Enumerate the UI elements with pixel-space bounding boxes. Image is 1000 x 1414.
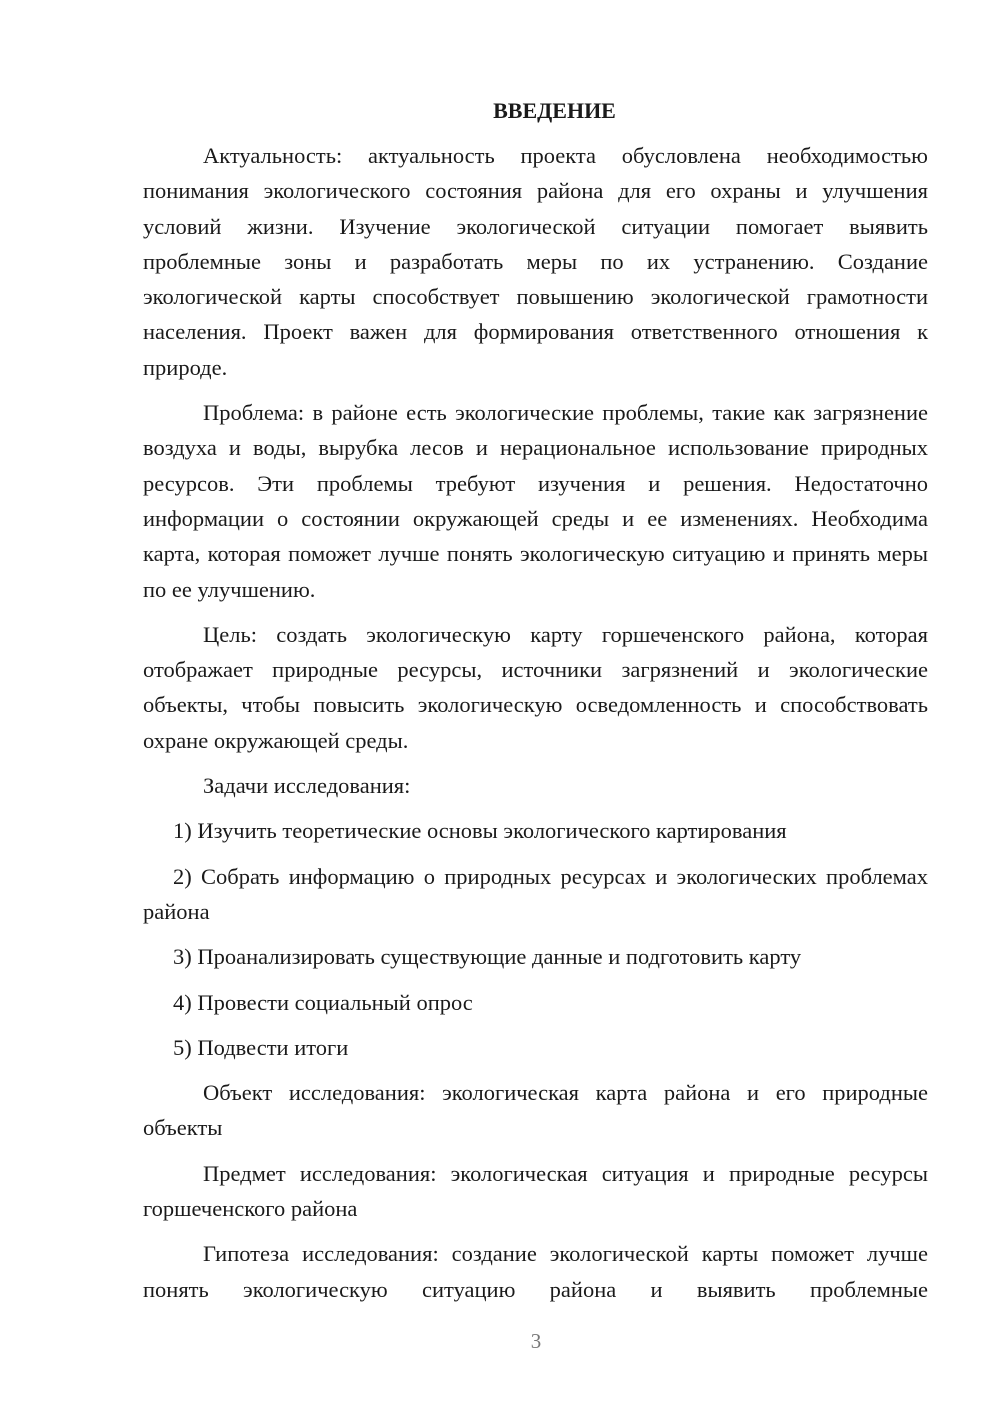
task-item-4: 4) Провести социальный опрос: [173, 989, 473, 1015]
task-item-1: 1) Изучить теоретические основы экологического картирования: [173, 818, 787, 844]
problem-paragraph: Проблема: в районе есть экологические проблемы, такие как загрязнение воздуха и воды, вырубка лесов и нерациональное использование природных ресурсов. Эти проблемы требуют изучения и решения. Недостаточно информации о состоянии окружающей среды и ее изменениях. Необходима карта, которая поможет лучше понять экологическую ситуацию и принять меры по ее улучшению.: [143, 400, 928, 602]
relevance-paragraph: Актуальность: актуальность проекта обусловлена необходимостью понимания экологического состояния района для его охраны и улучшения условий жизни. Изучение экологической ситуации помогает выявить проблемные зоны и разработать меры по их устранению. Создание экологической карты способствует повышению экологической грамотности населения. Проект важен для формирования ответственного отношения к природе.: [143, 143, 928, 380]
page-number: 3: [530, 1329, 542, 1353]
page-heading: ВВЕДЕНИЕ: [493, 98, 616, 123]
hypothesis-paragraph: Гипотеза исследования: создание экологической карты поможет лучше понять экологическую ситуацию района и выявить проблемные: [143, 1241, 928, 1302]
page-content: [143, 93, 928, 1317]
task-item-5: 5) Подвести итоги: [173, 1034, 349, 1060]
task-item-2: 2) Собрать информацию о природных ресурсах и экологических проблемах района: [143, 863, 928, 924]
object-paragraph: Объект исследования: экологическая карта района и его природные объекты: [143, 1080, 928, 1141]
subject-paragraph: Предмет исследования: экологическая ситуация и природные ресурсы горшеченского района: [143, 1160, 928, 1222]
tasks-title: Задачи исследования:: [203, 773, 411, 799]
goal-paragraph: Цель: создать экологическую карту горшеченского района, которая отображает природные ресурсы, источники загрязнений и экологические объекты, чтобы повысить экологическую осведомленность и способствовать охране окружающей среды.: [143, 621, 928, 753]
task-item-3: 3) Проанализировать существующие данные и подготовить карту: [173, 944, 802, 970]
